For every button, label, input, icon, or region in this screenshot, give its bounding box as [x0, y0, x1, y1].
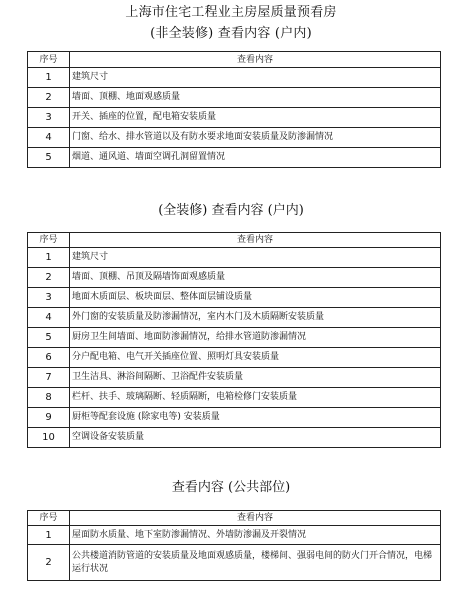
column-header-content: 查看内容: [70, 511, 441, 526]
table-row: [28, 545, 441, 581]
column-header-index: 序号: [28, 52, 70, 68]
row-content: 公共楼道消防管道的安装质量及地面观感质量，楼梯间、强弱电间的防火门开合情况，电梯运行状况: [70, 545, 441, 581]
table-row: [28, 248, 441, 268]
table-row: [28, 368, 441, 388]
row-number: 2: [28, 88, 70, 108]
table-row: [28, 388, 441, 408]
row-number: 10: [28, 428, 70, 448]
column-header-content: 查看内容: [70, 233, 441, 248]
section-3-title: 查看内容 (公共部位): [171, 480, 291, 495]
table-row: [28, 68, 441, 88]
row-content: 外门窗的安装质量及防渗漏情况，室内木门及木质隔断安装质量: [70, 308, 441, 328]
table-header-row: [28, 233, 441, 248]
column-header-index: 序号: [28, 233, 70, 248]
table-row: [28, 288, 441, 308]
row-number: 4: [28, 128, 70, 148]
row-number: 3: [28, 108, 70, 128]
row-content: 建筑尺寸: [70, 248, 441, 268]
row-number: 6: [28, 348, 70, 368]
row-number: 1: [28, 68, 70, 88]
row-content: 厨房卫生间墙面、地面防渗漏情况，给排水管道防渗漏情况: [70, 328, 441, 348]
table-row: [28, 308, 441, 328]
table-row: [28, 128, 441, 148]
row-content: 墙面、顶棚、吊顶及隔墙饰面观感质量: [70, 268, 441, 288]
row-number: 2: [28, 268, 70, 288]
table-row: [28, 108, 441, 128]
row-content: 门窗、给水、排水管道以及有防水要求地面安装质量及防渗漏情况: [70, 128, 441, 148]
column-header-index: 序号: [28, 511, 70, 526]
table-header-row: [28, 52, 441, 68]
section-1-title: (非全装修) 查看内容 (户内): [150, 26, 312, 41]
table-row: [28, 328, 441, 348]
row-number: 1: [28, 248, 70, 268]
inspection-table-public-areas: [27, 510, 441, 581]
row-content: 屋面防水质量、地下室防渗漏情况、外墙防渗漏及开裂情况: [70, 526, 441, 545]
row-content: 烟道、通风道、墙面空调孔洞留置情况: [70, 148, 441, 168]
table-header-row: [28, 511, 441, 526]
inspection-table-completed-interior: [27, 232, 441, 448]
row-content: 开关、插座的位置，配电箱安装质量: [70, 108, 441, 128]
inspection-table-uncompleted-interior: [27, 51, 441, 168]
row-content: 空调设备安装质量: [70, 428, 441, 448]
table-row: [28, 268, 441, 288]
table-row: [28, 526, 441, 545]
row-content: 建筑尺寸: [70, 68, 441, 88]
table-row: [28, 88, 441, 108]
table-row: [28, 148, 441, 168]
row-number: 7: [28, 368, 70, 388]
row-number: 2: [28, 545, 70, 581]
row-number: 9: [28, 408, 70, 428]
row-content: 栏杆、扶手、玻璃隔断、轻质隔断，电箱检修门安装质量: [70, 388, 441, 408]
table-row: [28, 408, 441, 428]
row-content: 地面木质面层、板块面层、整体面层铺设质量: [70, 288, 441, 308]
table-row: [28, 428, 441, 448]
row-content: 厨柜等配套设施 (除家电等) 安装质量: [70, 408, 441, 428]
row-number: 5: [28, 328, 70, 348]
document-title: 上海市住宅工程业主房屋质量预看房: [125, 5, 337, 20]
row-number: 5: [28, 148, 70, 168]
row-content: 分户配电箱、电气开关插座位置、照明灯具安装质量: [70, 348, 441, 368]
table-row: [28, 348, 441, 368]
row-number: 8: [28, 388, 70, 408]
row-content: 墙面、顶棚、地面观感质量: [70, 88, 441, 108]
row-number: 1: [28, 526, 70, 545]
row-number: 4: [28, 308, 70, 328]
column-header-content: 查看内容: [70, 52, 441, 68]
row-content: 卫生洁具、淋浴间隔断、卫浴配件安装质量: [70, 368, 441, 388]
row-number: 3: [28, 288, 70, 308]
section-2-title: (全装修) 查看内容 (户内): [158, 203, 304, 218]
